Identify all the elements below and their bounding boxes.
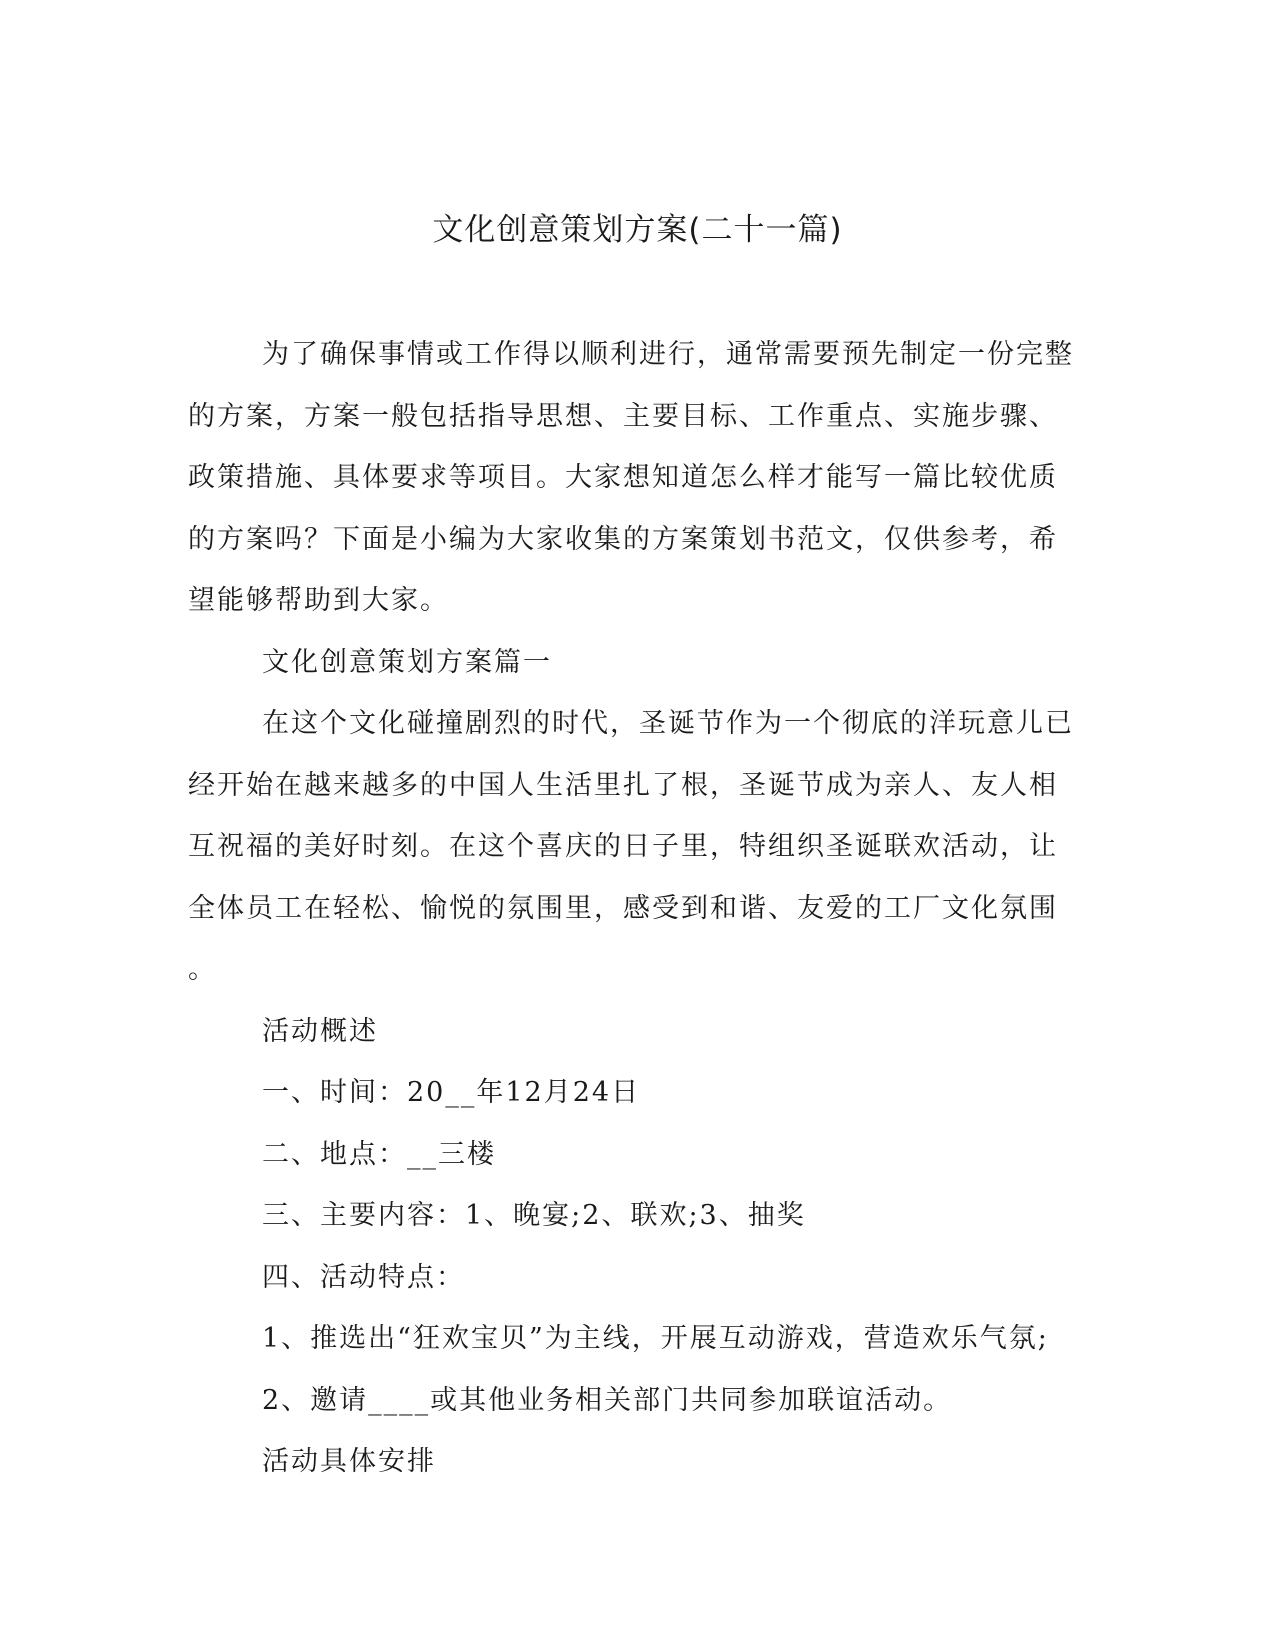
document-title: 文化创意策划方案(二十一篇)	[432, 212, 843, 248]
section1-line: 在这个文化碰撞剧烈的时代，圣诞节作为一个彻底的洋玩意儿已	[262, 708, 1074, 739]
section1-line: 。	[188, 954, 217, 985]
intro-line: 望能够帮助到大家。	[188, 585, 449, 616]
item-feature-1: 1、推选出“狂欢宝贝”为主线，开展互动游戏，营造欢乐气氛;	[262, 1323, 1049, 1354]
item-feature-2: 2、邀请____或其他业务相关部门共同参加联谊活动。	[262, 1384, 953, 1416]
intro-paragraph	[188, 324, 1074, 632]
section1-line: 全体员工在轻松、愉悦的氛围里，感受到和谐、友爱的工厂文化氛围	[188, 892, 1058, 924]
intro-line: 的方案吗？下面是小编为大家收集的方案策划书范文，仅供参考，希	[188, 523, 1058, 555]
intro-line: 政策措施、具体要求等项目。大家想知道怎么样才能写一篇比较优质	[188, 462, 1058, 493]
section1-paragraph	[188, 693, 1074, 1001]
item-features-heading: 四、活动特点：	[262, 1261, 465, 1293]
item-time: 一、时间：20__年12月24日	[262, 1077, 641, 1108]
intro-line: 为了确保事情或工作得以顺利进行，通常需要预先制定一份完整	[262, 339, 1074, 370]
item-place: 二、地点：__三楼	[262, 1138, 496, 1170]
section1-line: 互祝福的美好时刻。在这个喜庆的日子里，特组织圣诞联欢活动，让	[188, 831, 1058, 862]
section-heading: 文化创意策划方案篇一	[262, 646, 552, 678]
intro-line: 的方案，方案一般包括指导思想、主要目标、工作重点、实施步骤、	[188, 400, 1058, 432]
overview-heading: 活动概述	[262, 1015, 378, 1047]
section1-line: 经开始在越来越多的中国人生活里扎了根，圣诞节成为亲人、友人相	[188, 769, 1058, 801]
schedule-heading: 活动具体安排	[262, 1446, 436, 1477]
item-content: 三、主要内容：1、晚宴;2、联欢;3、抽奖	[262, 1200, 806, 1231]
document-body	[188, 324, 1074, 1493]
